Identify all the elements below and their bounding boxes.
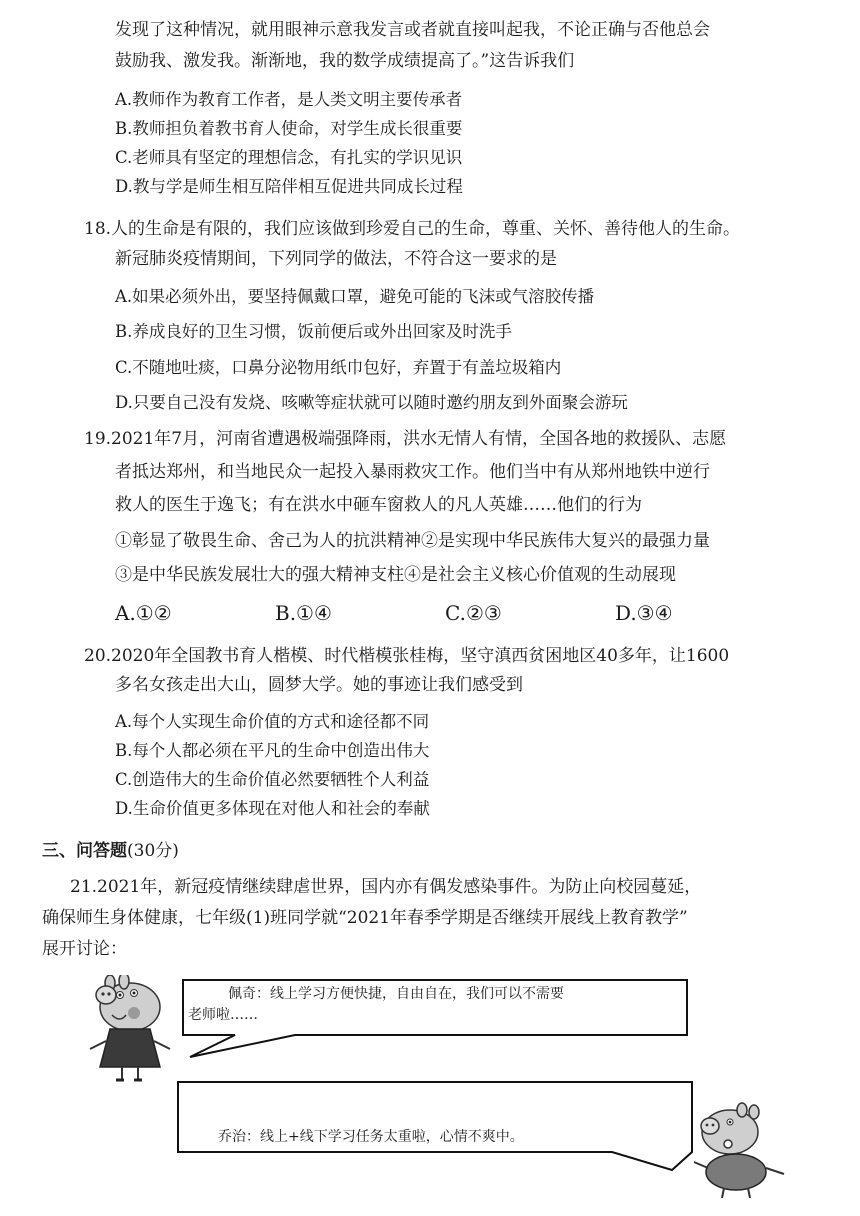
q21-stem-line-3: 展开讨论：: [42, 939, 127, 959]
section-3-title: 三、问答题: [42, 841, 127, 861]
peppa-dialogue-line-1: 佩奇：线上学习方便快捷，自由自在，我们可以不需要: [228, 986, 564, 1002]
q19-stem-line-1: 19.2021年7月，河南省遭遇极端强降雨，洪水无情人有情，全国各地的救援队、志愿: [84, 429, 727, 449]
q18-stem-line-2: 新冠肺炎疫情期间，下列同学的做法，不符合这一要求的是: [115, 249, 557, 269]
q20-option-d: D.生命价值更多体现在对他人和社会的奉献: [115, 799, 430, 818]
q17-option-b: B.教师担负着教书育人使命，对学生成长很重要: [115, 119, 463, 138]
section-3-score: (30分): [127, 841, 179, 861]
george-dialogue-line: 乔治：线上+线下学习任务太重啦，心情不爽中。: [218, 1129, 524, 1145]
q20-option-b: B.每个人都必须在平凡的生命中创造出伟大: [115, 741, 430, 760]
q20-stem-line-1: 20.2020年全国教书育人楷模、时代楷模张桂梅，坚守滇西贫困地区40多年，让1600: [84, 646, 730, 666]
q19-option-d: D.③④: [615, 601, 673, 625]
q19-option-a: A.①②: [115, 601, 172, 625]
q19-option-b: B.①④: [275, 601, 332, 625]
q17-option-a: A.教师作为教育工作者，是人类文明主要传承者: [115, 90, 463, 109]
q18-option-d: D.只要自己没有发烧、咳嗽等症状就可以随时邀约朋友到外面聚会游玩: [115, 393, 628, 412]
q19-statement-3-4: ③是中华民族发展壮大的强大精神支柱④是社会主义核心价值观的生动展现: [115, 565, 676, 585]
q21-stem-line-2: 确保师生身体健康，七年级(1)班同学就“2021年春季学期是否继续开展线上教育教学”: [42, 908, 688, 928]
peppa-dialogue-line-2: 老师啦……: [188, 1007, 258, 1023]
q18-stem-line-1: 18.人的生命是有限的，我们应该做到珍爱自己的生命，尊重、关怀、善待他人的生命。: [84, 219, 741, 239]
q19-stem-line-2: 者抵达郑州，和当地民众一起投入暴雨救灾工作。他们当中有从郑州地铁中逆行: [115, 462, 710, 482]
q19-statement-1-2: ①彰显了敬畏生命、舍己为人的抗洪精神②是实现中华民族伟大复兴的最强力量: [115, 531, 710, 551]
q17-option-c: C.老师具有坚定的理想信念，有扎实的学识见识: [115, 148, 463, 167]
q17-stem-line-1: 发现了这种情况，就用眼神示意我发言或者就直接叫起我，不论正确与否他总会: [115, 20, 710, 40]
q18-option-b: B.养成良好的卫生习惯，饭前便后或外出回家及时洗手: [115, 322, 512, 341]
q18-option-a: A.如果必须外出，要坚持佩戴口罩，避免可能的飞沫或气溶胶传播: [115, 287, 595, 306]
q20-stem-line-2: 多名女孩走出大山，圆梦大学。她的事迹让我们感受到: [115, 675, 523, 695]
q17-stem-line-2: 鼓励我、激发我。渐渐地，我的数学成绩提高了。”这告诉我们: [115, 51, 575, 71]
section-3-heading: [42, 840, 179, 862]
q20-option-c: C.创造伟大的生命价值必然要牺牲个人利益: [115, 770, 430, 789]
q19-stem-line-3: 救人的医生于逸飞；有在洪水中砸车窗救人的凡人英雄……他们的行为: [115, 495, 642, 515]
q18-option-c: C.不随地吐痰，口鼻分泌物用纸巾包好，弃置于有盖垃圾箱内: [115, 358, 562, 377]
q19-option-c: C.②③: [445, 601, 502, 625]
george-pig-illustration: [690, 1102, 790, 1200]
peppa-pig-illustration: [82, 975, 177, 1087]
q17-option-d: D.教与学是师生相互陪伴相互促进共同成长过程: [115, 177, 463, 196]
q20-option-a: A.每个人实现生命价值的方式和途径都不同: [115, 712, 430, 731]
q21-stem-line-1: 21.2021年，新冠疫情继续肆虐世界，国内亦有偶发感染事件。为防止向校园蔓延，: [70, 877, 702, 897]
